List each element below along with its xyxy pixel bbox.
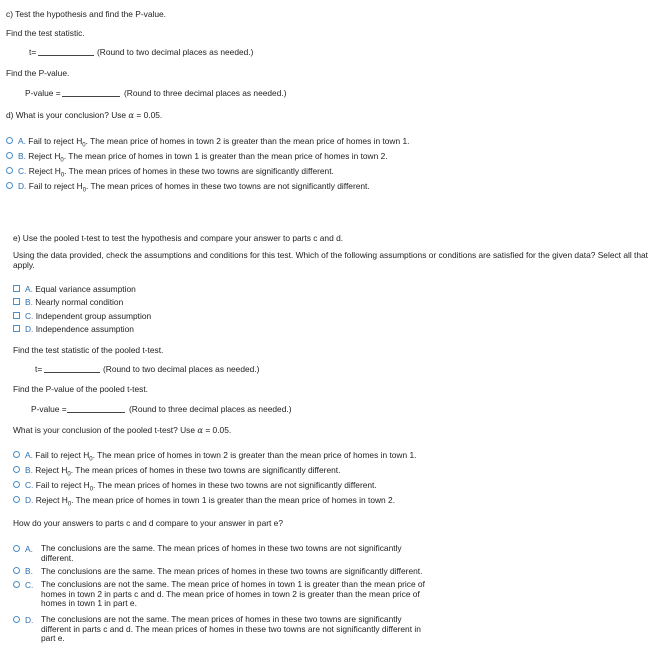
checkbox-c[interactable] [13,312,20,319]
pooled-t-hint: (Round to two decimal places as needed.) [103,364,260,374]
checkbox-d[interactable] [13,325,20,332]
compare-question: How do your answers to parts c and d compare to your answer in part e? [13,518,283,528]
pooled-pvalue-label: P-value = [31,404,67,414]
part-e-instructions: Using the data provided, check the assumptions and conditions for this test. Which of the following assumptions or conditions are satisfied for the given data? Select all that apply. [13,250,648,270]
checkbox-a-label[interactable]: A. Equal variance assumption [25,284,136,294]
part-d-question: d) What is your conclusion? Use α = 0.05. [6,110,163,120]
radio-e-a[interactable] [13,451,20,458]
option-d-a[interactable]: A. Fail to reject $H_0$. The mean price of homes in town 2 is greater than the mean price of homes in town 1. [18,136,410,149]
part-c-title: c) Test the hypothesis and find the P-value. [6,9,166,19]
compare-option-a[interactable]: The conclusions are the same. The mean prices of homes in these two towns are not significantly different. [41,543,402,563]
radio-e-d[interactable] [13,496,20,503]
pooled-conclusion-question: What is your conclusion of the pooled t-test? Use α = 0.05. [13,425,232,435]
t-answer-field[interactable] [38,47,94,56]
compare-letter-d[interactable]: D. [25,615,34,625]
find-test-stat-label: Find the test statistic. [6,28,85,38]
find-pvalue-label: Find the P-value. [6,68,70,78]
radio-compare-b[interactable] [13,567,20,574]
find-pooled-p-label: Find the P-value of the pooled t-test. [13,384,149,394]
checkbox-b-label[interactable]: B. Nearly normal condition [25,297,124,307]
checkbox-d-label[interactable]: D. Independence assumption [25,324,134,334]
radio-compare-d[interactable] [13,616,20,623]
radio-d-d[interactable] [6,182,13,189]
option-e-a[interactable]: A. Fail to reject $H_0$. The mean price of homes in town 2 is greater than the mean price of homes in town 1. [25,450,417,463]
pooled-t-answer-field[interactable] [44,364,100,373]
option-e-c[interactable]: C. Fail to reject $H_0$. The mean prices of homes in these two towns are not significantly different. [25,480,377,493]
checkbox-a[interactable] [13,285,20,292]
compare-letter-c[interactable]: C. [25,580,34,590]
compare-letter-b[interactable]: B. [25,566,33,576]
compare-option-d[interactable]: The conclusions are not the same. The mean prices of homes in these two towns are significantly different in parts c and d. The mean prices of homes in these two towns are not significantly different in part e. [41,614,421,643]
option-d-d[interactable]: D. Fail to reject $H_0$. The mean prices of homes in these two towns are not significantly different. [18,181,370,194]
radio-e-b[interactable] [13,466,20,473]
pooled-t-label: t= [35,364,43,374]
pooled-pvalue-hint: (Round to three decimal places as needed.) [129,404,292,414]
option-e-b[interactable]: B. Reject $H_0$. The mean prices of homes in these two towns are significantly different. [25,465,341,478]
radio-d-a[interactable] [6,137,13,144]
t-hint: (Round to two decimal places as needed.) [97,47,254,57]
option-e-d[interactable]: D. Reject $H_0$. The mean price of homes in town 1 is greater than the mean price of homes in town 2. [25,495,396,508]
pvalue-label: P-value = [25,88,61,98]
compare-letter-a[interactable]: A. [25,544,33,554]
radio-compare-c[interactable] [13,581,20,588]
radio-compare-a[interactable] [13,545,20,552]
t-label: t= [29,47,37,57]
radio-e-c[interactable] [13,481,20,488]
pooled-pvalue-answer-field[interactable] [67,404,125,413]
pvalue-answer-field[interactable] [62,88,120,97]
pvalue-hint: (Round to three decimal places as needed.) [124,88,287,98]
compare-option-b[interactable]: The conclusions are the same. The mean prices of homes in these two towns are significantly different. [41,566,423,576]
part-e-title: e) Use the pooled t-test to test the hypothesis and compare your answer to parts c and d. [13,233,344,243]
checkbox-b[interactable] [13,298,20,305]
radio-d-c[interactable] [6,167,13,174]
find-pooled-stat-label: Find the test statistic of the pooled t-test. [13,345,164,355]
radio-d-b[interactable] [6,152,13,159]
checkbox-c-label[interactable]: C. Independent group assumption [25,311,152,321]
option-d-b[interactable]: B. Reject $H_0$. The mean price of homes in town 1 is greater than the mean price of homes in town 2. [18,151,388,164]
option-d-c[interactable]: C. Reject $H_0$. The mean prices of homes in these two towns are significantly different. [18,166,334,179]
compare-option-c[interactable]: The conclusions are not the same. The mean price of homes in town 1 is greater than the mean price of homes in town 2 in parts c and d. The mean price of homes in town 2 is greater than the mean price of homes in town 1 in part e. [41,579,425,608]
